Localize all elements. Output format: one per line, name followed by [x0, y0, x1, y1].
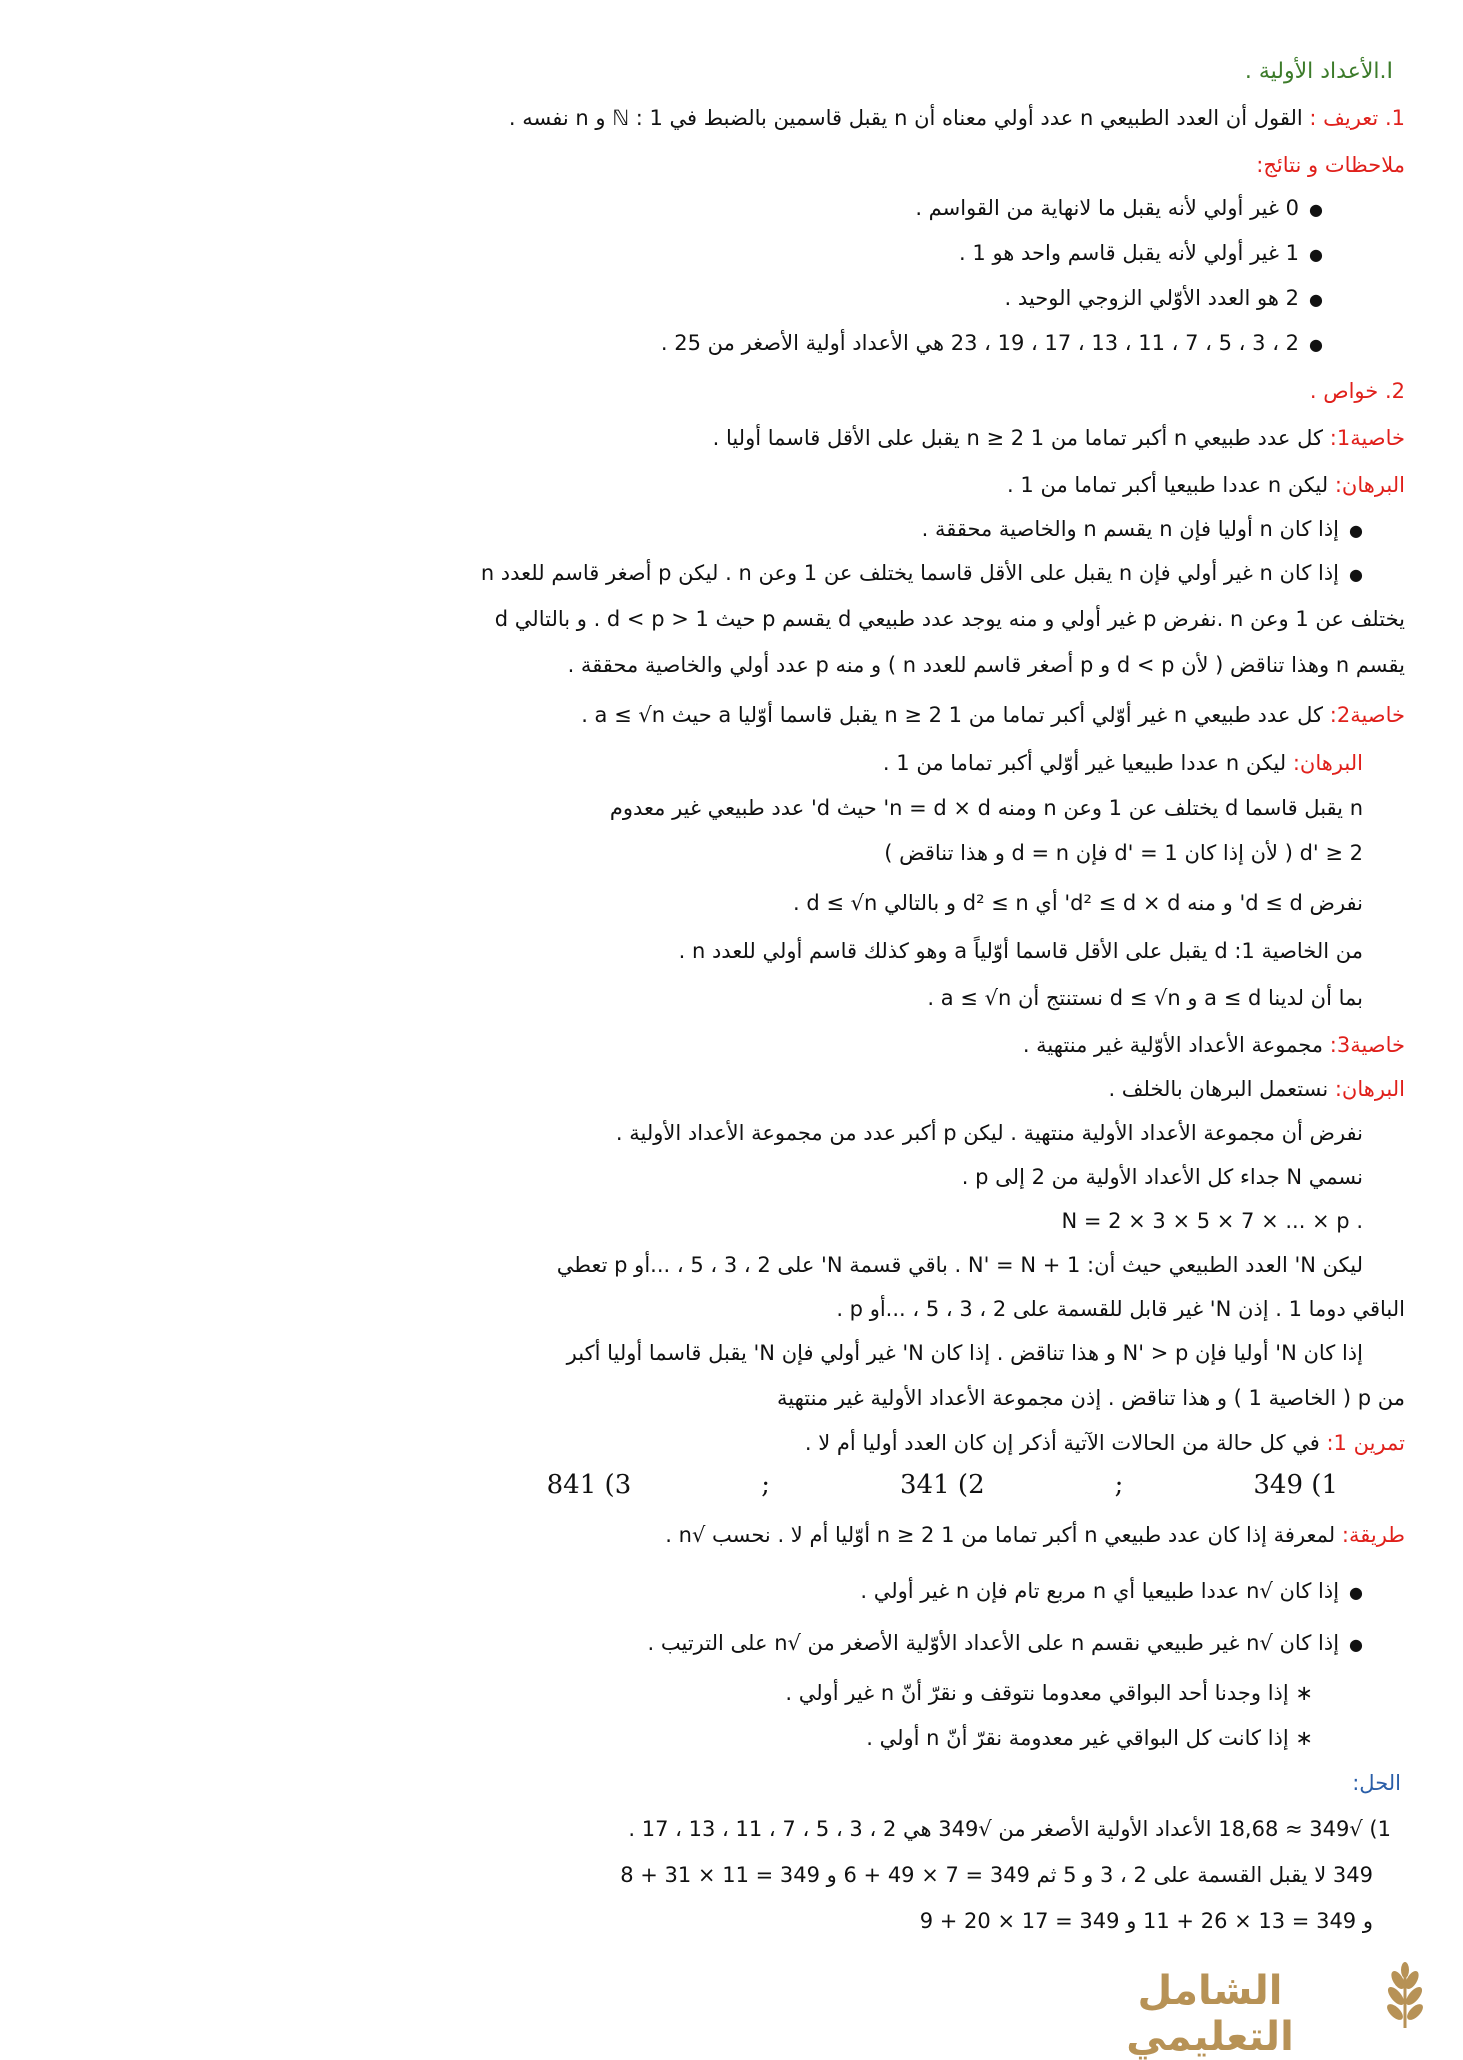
- method-text: لمعرفة إذا كان عدد طبيعي n أكبر تماما من 1 n ≥ 2 أوّليا أم لا . نحسب √n .: [665, 1523, 1336, 1547]
- method-bullet: [860, 1578, 1363, 1604]
- proof-line: نفرض أن مجموعة الأعداد الأولية منتهية . ليكن p أكبر عدد من مجموعة الأعداد الأولية .: [615, 1121, 1363, 1145]
- bullet-icon: ●: [1349, 521, 1363, 540]
- bullet-icon: ●: [1349, 565, 1363, 584]
- proof-bullet: [922, 516, 1363, 542]
- property-3: [1023, 1032, 1405, 1058]
- proof-line: d' ≥ 2 ( لأن إذا كان d' = 1 فإن d = n و هذا تناقض ): [884, 841, 1363, 865]
- exercise-separator: ;: [761, 1470, 771, 1500]
- definition-text: القول أن العدد الطبيعي n عدد أولي معناه أن n يقبل قاسمين بالضبط في ℕ : 1 و n نفسه .: [508, 106, 1303, 130]
- definition-label: 1. تعريف :: [1309, 106, 1405, 130]
- wheat-branch-icon: [1370, 1962, 1440, 2032]
- proof-line: إذا كان n غير أولي فإن n يقبل على الأقل قاسما يختلف عن 1 وعن n . ليكن p أصغر قاسم للعدد n: [480, 561, 1340, 585]
- property-2-label: خاصية2:: [1329, 703, 1405, 727]
- properties-heading-text: 2. خواص .: [1309, 379, 1405, 403]
- bullet-icon: ●: [1309, 245, 1323, 264]
- property-3-text: مجموعة الأعداد الأوّلية غير منتهية .: [1022, 1033, 1324, 1057]
- proof-line: n يقبل قاسما d يختلف عن 1 وعن n ومنه n = d × d' حيث d' عدد طبيعي غير معدوم: [609, 796, 1363, 820]
- method: [665, 1522, 1405, 1548]
- method-line: إذا كان √n عددا طبيعيا أي n مربع تام فإن n غير أولي .: [860, 1579, 1340, 1603]
- proof-line: يقسم n وهذا تناقض ( لأن d < p و p أصغر قاسم للعدد n ) و منه p عدد أولي والخاصية محققة .: [567, 653, 1405, 677]
- proof-bullet: [481, 560, 1363, 586]
- solution-label: الحل:: [1352, 1771, 1401, 1795]
- proof-line: إذا كان N' أوليا فإن N' > p و هذا تناقض . إذا كان N' غير أولي فإن N' يقبل قاسما أوليا أكبر: [566, 1341, 1363, 1365]
- proof-line: . N = 2 × 3 × 5 × 7 × ... × p: [1061, 1209, 1363, 1233]
- bullet-icon: ●: [1309, 335, 1323, 354]
- method-subline: ∗ إذا وجدنا أحد البواقي معدوما نتوقف و نقرّ أنّ n غير أولي .: [785, 1681, 1313, 1705]
- property-1-label: خاصية1:: [1329, 426, 1405, 450]
- exercise-separator: ;: [1114, 1470, 1124, 1500]
- note-text: 1 غير أولي لأنه يقبل قاسم واحد هو 1 .: [959, 241, 1300, 265]
- note-text: 0 غير أولي لأنه يقبل ما لانهاية من القواسم .: [915, 196, 1300, 220]
- notes-heading-text: ملاحظات و نتائج:: [1256, 153, 1405, 177]
- proof-label: البرهان:: [1334, 1077, 1405, 1101]
- proof-line: من p ( الخاصية 1 ) و هذا تناقض . إذن مجموعة الأعداد الأولية غير منتهية: [777, 1386, 1405, 1410]
- proof-intro: ليكن n عددا طبيعيا غير أوّلي أكبر تماما من 1 .: [882, 751, 1287, 775]
- exercise-item: 1) 349: [1253, 1470, 1338, 1500]
- property-2-text: كل عدد طبيعي n غير أوّلي أكبر تماما من 1 n ≥ 2 يقبل قاسما أوّليا a حيث a ≤ √n .: [581, 703, 1324, 727]
- proof-label: البرهان:: [1334, 473, 1405, 497]
- property-1: [713, 425, 1405, 451]
- note-text: 2 ، 3 ، 5 ، 7 ، 11 ، 13 ، 17 ، 19 ، 23 هي الأعداد أولية الأصغر من 25 .: [660, 331, 1300, 355]
- property-2: [581, 702, 1405, 728]
- proof-line: ليكن N' العدد الطبيعي حيث أن: N' = N + 1 . باقي قسمة N' على 2 ، 3 ، 5 ، ...أو p تعطي: [556, 1253, 1363, 1277]
- method-subline: ∗ إذا كانت كل البواقي غير معدومة نقرّ أنّ n أولي .: [866, 1726, 1313, 1750]
- definition: [509, 105, 1405, 131]
- proof-intro: ليكن n عددا طبيعيا أكبر تماما من 1 .: [1007, 473, 1329, 497]
- proof-line: الباقي دوما 1 . إذن N' غير قابل للقسمة على 2 ، 3 ، 5 ، ...أو p .: [836, 1297, 1405, 1321]
- notes-heading: [1256, 152, 1405, 178]
- exercise-item: 3) 841: [546, 1470, 632, 1500]
- proof-line: من الخاصية 1: d يقبل على الأقل قاسما أوّلياً a وهو كذلك قاسم أولي للعدد n .: [678, 939, 1363, 963]
- note-item: [1005, 285, 1323, 311]
- property-3-proof: [1108, 1076, 1405, 1102]
- proof-line: نسمي N جداء كل الأعداد الأولية من 2 إلى p .: [961, 1165, 1363, 1189]
- property-1-text: كل عدد طبيعي n أكبر تماما من 1 n ≥ 2 يقبل على الأقل قاسما أوليا .: [712, 426, 1324, 450]
- exercise-label: تمرين 1:: [1326, 1431, 1405, 1455]
- exercise: [805, 1430, 1405, 1456]
- method-bullet: [648, 1630, 1363, 1656]
- logo: [1060, 1968, 1440, 2060]
- bullet-icon: ●: [1349, 1583, 1363, 1602]
- properties-heading: [1310, 378, 1405, 404]
- section-title: [1245, 58, 1393, 86]
- note-item: [915, 195, 1323, 221]
- property-1-proof: [1007, 472, 1405, 498]
- property-3-label: خاصية3:: [1329, 1033, 1405, 1057]
- note-item: [661, 330, 1323, 356]
- note-text: 2 هو العدد الأوّلي الزوجي الوحيد .: [1004, 286, 1300, 310]
- method-label: طريقة:: [1341, 1523, 1405, 1547]
- property-2-proof: [883, 750, 1363, 776]
- note-item: [959, 240, 1323, 266]
- bullet-icon: ●: [1309, 290, 1323, 309]
- method-line: إذا كان √n غير طبيعي نقسم n على الأعداد الأوّلية الأصغر من √n على الترتيب .: [647, 1631, 1340, 1655]
- bullet-icon: ●: [1309, 200, 1323, 219]
- proof-label: البرهان:: [1292, 751, 1363, 775]
- exercise-text: في كل حالة من الحالات الآتية أذكر إن كان العدد أوليا أم لا .: [804, 1431, 1320, 1455]
- exercise-item: 2) 341: [900, 1470, 985, 1500]
- exercise-items: [547, 1470, 1338, 1500]
- bullet-icon: ●: [1349, 1635, 1363, 1654]
- proof-line: بما أن لدينا a ≤ d و d ≤ √n نستنتج أن a ≤ √n .: [927, 986, 1363, 1010]
- section-title-text: I.الأعداد الأولية .: [1244, 59, 1393, 84]
- proof-line: نفرض d ≤ d' و منه d² ≤ d × d' أي d² ≤ n و بالتالي d ≤ √n .: [792, 891, 1363, 915]
- proof-line: إذا كان n أوليا فإن n يقسم n والخاصية محققة .: [921, 517, 1340, 541]
- solution-line: و 349 = 13 × 26 + 11 و 349 = 17 × 20 + 9: [919, 1909, 1373, 1933]
- logo-text: الشامل التعليمي: [1126, 1968, 1294, 2060]
- solution-line: 349 لا يقبل القسمة على 2 ، 3 و 5 ثم 349 = 7 × 49 + 6 و 349 = 11 × 31 + 8: [620, 1863, 1373, 1887]
- solution-heading: [1352, 1770, 1401, 1796]
- solution-line: 1) √349 ≈ 18,68 الأعداد الأولية الأصغر من √349 هي 2 ، 3 ، 5 ، 7 ، 11 ، 13 ، 17 .: [628, 1817, 1391, 1841]
- proof-line: يختلف عن 1 وعن n .نفرض p غير أولي و منه يوجد عدد طبيعي d يقسم p حيث 1 < d < p . و بالتالي d: [494, 607, 1405, 631]
- proof-intro: نستعمل البرهان بالخلف .: [1108, 1077, 1329, 1101]
